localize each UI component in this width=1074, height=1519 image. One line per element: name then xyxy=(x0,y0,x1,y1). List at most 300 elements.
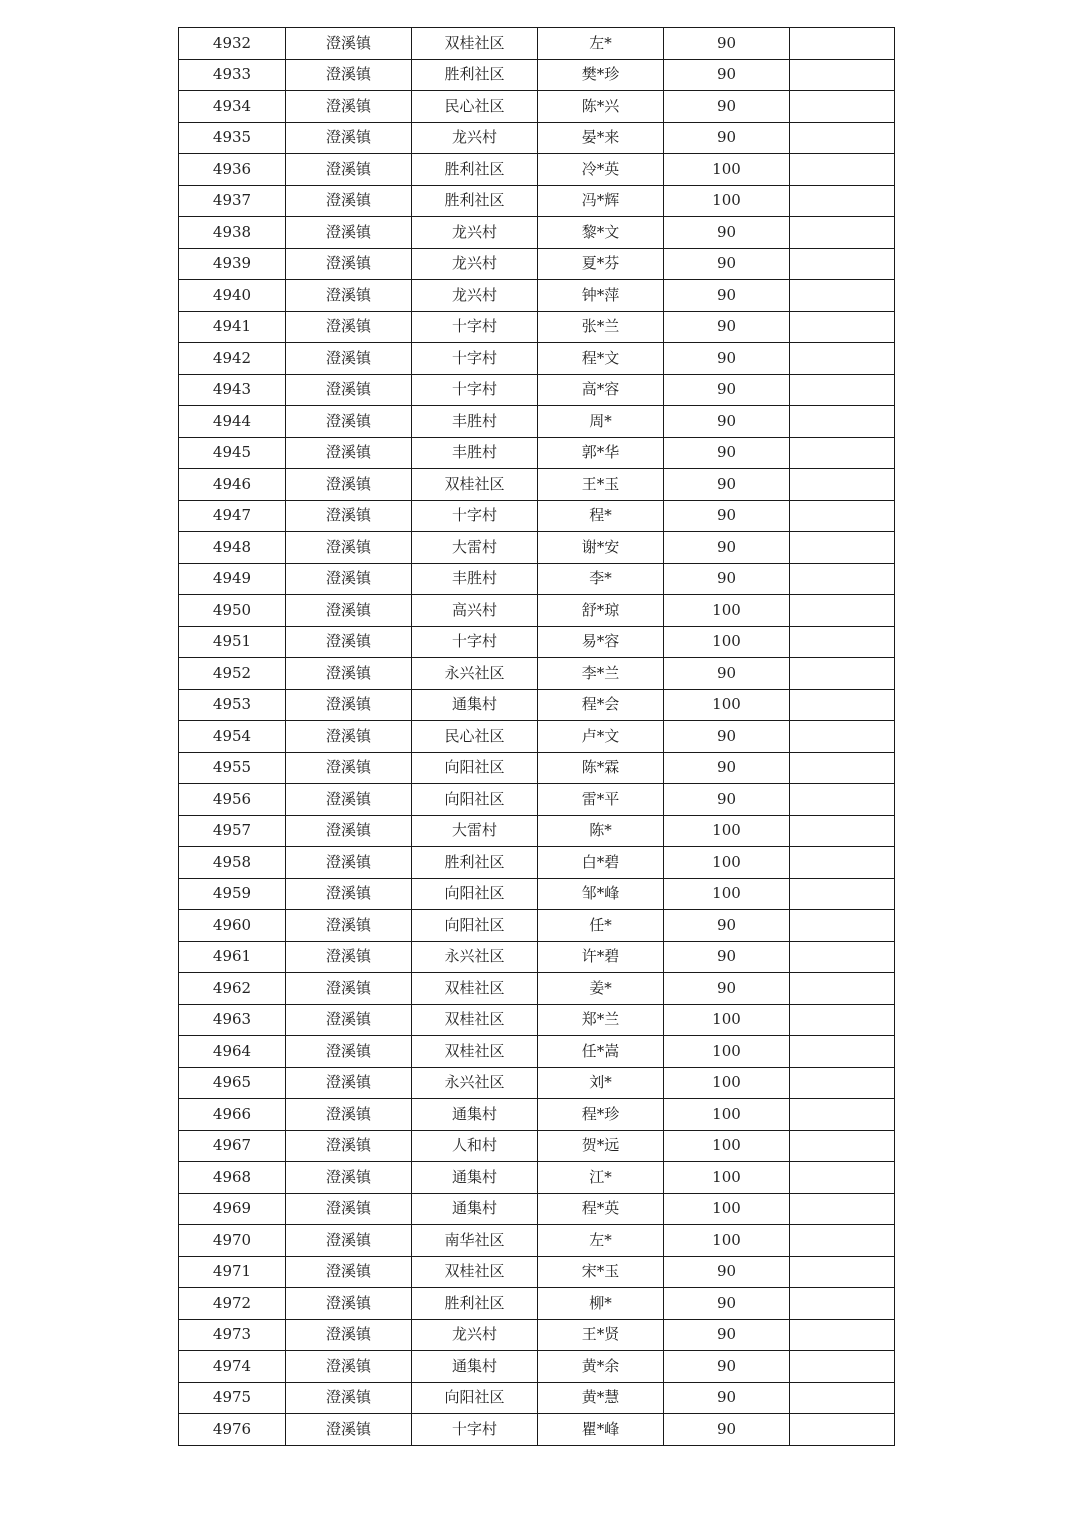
amount-cell: 90 xyxy=(664,28,790,60)
amount-cell: 100 xyxy=(664,1225,790,1257)
remark-cell xyxy=(790,1414,895,1446)
name-cell: 黎*文 xyxy=(538,217,664,249)
name-cell: 左* xyxy=(538,28,664,60)
village-cell: 永兴社区 xyxy=(412,941,538,973)
remark-cell xyxy=(790,1004,895,1036)
village-cell: 永兴社区 xyxy=(412,658,538,690)
name-cell: 雷*平 xyxy=(538,784,664,816)
serial-number-cell: 4946 xyxy=(179,469,286,501)
name-cell: 程*会 xyxy=(538,689,664,721)
village-cell: 大雷村 xyxy=(412,815,538,847)
serial-number-cell: 4959 xyxy=(179,878,286,910)
amount-cell: 90 xyxy=(664,1351,790,1383)
serial-number-cell: 4971 xyxy=(179,1256,286,1288)
village-cell: 向阳社区 xyxy=(412,752,538,784)
remark-cell xyxy=(790,1162,895,1194)
table-row xyxy=(179,973,895,1005)
remark-cell xyxy=(790,1288,895,1320)
serial-number-cell: 4941 xyxy=(179,311,286,343)
serial-number-cell: 4972 xyxy=(179,1288,286,1320)
table-row xyxy=(179,1256,895,1288)
remark-cell xyxy=(790,280,895,312)
remark-cell xyxy=(790,784,895,816)
amount-cell: 90 xyxy=(664,784,790,816)
remark-cell xyxy=(790,532,895,564)
remark-cell xyxy=(790,500,895,532)
amount-cell: 90 xyxy=(664,752,790,784)
name-cell: 贺*远 xyxy=(538,1130,664,1162)
serial-number-cell: 4944 xyxy=(179,406,286,438)
table-row xyxy=(179,689,895,721)
name-cell: 左* xyxy=(538,1225,664,1257)
village-cell: 向阳社区 xyxy=(412,1382,538,1414)
town-cell: 澄溪镇 xyxy=(286,91,412,123)
village-cell: 通集村 xyxy=(412,689,538,721)
village-cell: 十字村 xyxy=(412,374,538,406)
town-cell: 澄溪镇 xyxy=(286,217,412,249)
amount-cell: 90 xyxy=(664,1414,790,1446)
village-cell: 胜利社区 xyxy=(412,847,538,879)
remark-cell xyxy=(790,1256,895,1288)
amount-cell: 100 xyxy=(664,154,790,186)
table-row xyxy=(179,1414,895,1446)
table-row xyxy=(179,941,895,973)
serial-number-cell: 4942 xyxy=(179,343,286,375)
serial-number-cell: 4961 xyxy=(179,941,286,973)
name-cell: 樊*珍 xyxy=(538,59,664,91)
remark-cell xyxy=(790,437,895,469)
village-cell: 双桂社区 xyxy=(412,469,538,501)
remark-cell xyxy=(790,91,895,123)
remark-cell xyxy=(790,1193,895,1225)
village-cell: 丰胜村 xyxy=(412,437,538,469)
village-cell: 民心社区 xyxy=(412,721,538,753)
amount-cell: 100 xyxy=(664,1130,790,1162)
table-row xyxy=(179,563,895,595)
name-cell: 陈* xyxy=(538,815,664,847)
serial-number-cell: 4956 xyxy=(179,784,286,816)
town-cell: 澄溪镇 xyxy=(286,437,412,469)
table-row xyxy=(179,28,895,60)
village-cell: 十字村 xyxy=(412,500,538,532)
amount-cell: 100 xyxy=(664,815,790,847)
serial-number-cell: 4975 xyxy=(179,1382,286,1414)
remark-cell xyxy=(790,1319,895,1351)
serial-number-cell: 4952 xyxy=(179,658,286,690)
village-cell: 通集村 xyxy=(412,1351,538,1383)
name-cell: 程*珍 xyxy=(538,1099,664,1131)
name-cell: 冷*英 xyxy=(538,154,664,186)
village-cell: 胜利社区 xyxy=(412,154,538,186)
village-cell: 双桂社区 xyxy=(412,1256,538,1288)
name-cell: 柳* xyxy=(538,1288,664,1320)
amount-cell: 90 xyxy=(664,658,790,690)
remark-cell xyxy=(790,1099,895,1131)
name-cell: 高*容 xyxy=(538,374,664,406)
village-cell: 高兴村 xyxy=(412,595,538,627)
amount-cell: 90 xyxy=(664,721,790,753)
village-cell: 双桂社区 xyxy=(412,1036,538,1068)
town-cell: 澄溪镇 xyxy=(286,500,412,532)
town-cell: 澄溪镇 xyxy=(286,815,412,847)
village-cell: 向阳社区 xyxy=(412,784,538,816)
amount-cell: 100 xyxy=(664,689,790,721)
name-cell: 程*文 xyxy=(538,343,664,375)
amount-cell: 90 xyxy=(664,469,790,501)
remark-cell xyxy=(790,374,895,406)
table-row xyxy=(179,1193,895,1225)
town-cell: 澄溪镇 xyxy=(286,343,412,375)
town-cell: 澄溪镇 xyxy=(286,1288,412,1320)
serial-number-cell: 4951 xyxy=(179,626,286,658)
remark-cell xyxy=(790,595,895,627)
town-cell: 澄溪镇 xyxy=(286,721,412,753)
amount-cell: 100 xyxy=(664,1099,790,1131)
serial-number-cell: 4945 xyxy=(179,437,286,469)
table-row xyxy=(179,1099,895,1131)
table-row xyxy=(179,1225,895,1257)
name-cell: 程*英 xyxy=(538,1193,664,1225)
amount-cell: 90 xyxy=(664,122,790,154)
town-cell: 澄溪镇 xyxy=(286,185,412,217)
remark-cell xyxy=(790,626,895,658)
village-cell: 民心社区 xyxy=(412,91,538,123)
table-row xyxy=(179,217,895,249)
remark-cell xyxy=(790,1382,895,1414)
table-row xyxy=(179,122,895,154)
table-row xyxy=(179,721,895,753)
town-cell: 澄溪镇 xyxy=(286,1256,412,1288)
amount-cell: 90 xyxy=(664,343,790,375)
table-body xyxy=(179,28,895,1446)
table-row xyxy=(179,910,895,942)
amount-cell: 90 xyxy=(664,1256,790,1288)
remark-cell xyxy=(790,721,895,753)
village-cell: 人和村 xyxy=(412,1130,538,1162)
serial-number-cell: 4935 xyxy=(179,122,286,154)
table-row xyxy=(179,469,895,501)
serial-number-cell: 4973 xyxy=(179,1319,286,1351)
village-cell: 十字村 xyxy=(412,1414,538,1446)
table-row xyxy=(179,500,895,532)
table-row xyxy=(179,437,895,469)
village-cell: 永兴社区 xyxy=(412,1067,538,1099)
table-row xyxy=(179,1036,895,1068)
name-cell: 易*容 xyxy=(538,626,664,658)
table-row xyxy=(179,248,895,280)
remark-cell xyxy=(790,689,895,721)
data-table xyxy=(178,27,895,1446)
name-cell: 周* xyxy=(538,406,664,438)
serial-number-cell: 4955 xyxy=(179,752,286,784)
name-cell: 邹*峰 xyxy=(538,878,664,910)
village-cell: 龙兴村 xyxy=(412,1319,538,1351)
amount-cell: 90 xyxy=(664,500,790,532)
village-cell: 龙兴村 xyxy=(412,122,538,154)
table-row xyxy=(179,374,895,406)
amount-cell: 90 xyxy=(664,973,790,1005)
name-cell: 郑*兰 xyxy=(538,1004,664,1036)
table-row xyxy=(179,1067,895,1099)
amount-cell: 100 xyxy=(664,595,790,627)
town-cell: 澄溪镇 xyxy=(286,1351,412,1383)
remark-cell xyxy=(790,563,895,595)
town-cell: 澄溪镇 xyxy=(286,469,412,501)
name-cell: 李* xyxy=(538,563,664,595)
amount-cell: 100 xyxy=(664,1193,790,1225)
town-cell: 澄溪镇 xyxy=(286,154,412,186)
name-cell: 陈*兴 xyxy=(538,91,664,123)
serial-number-cell: 4974 xyxy=(179,1351,286,1383)
amount-cell: 90 xyxy=(664,910,790,942)
name-cell: 黄*余 xyxy=(538,1351,664,1383)
serial-number-cell: 4958 xyxy=(179,847,286,879)
town-cell: 澄溪镇 xyxy=(286,878,412,910)
amount-cell: 90 xyxy=(664,59,790,91)
remark-cell xyxy=(790,658,895,690)
table-row xyxy=(179,91,895,123)
table-row xyxy=(179,1130,895,1162)
table-row xyxy=(179,626,895,658)
name-cell: 程* xyxy=(538,500,664,532)
remark-cell xyxy=(790,311,895,343)
serial-number-cell: 4957 xyxy=(179,815,286,847)
town-cell: 澄溪镇 xyxy=(286,1036,412,1068)
village-cell: 大雷村 xyxy=(412,532,538,564)
town-cell: 澄溪镇 xyxy=(286,910,412,942)
town-cell: 澄溪镇 xyxy=(286,1319,412,1351)
serial-number-cell: 4954 xyxy=(179,721,286,753)
name-cell: 晏*来 xyxy=(538,122,664,154)
amount-cell: 100 xyxy=(664,626,790,658)
town-cell: 澄溪镇 xyxy=(286,626,412,658)
table-row xyxy=(179,878,895,910)
amount-cell: 100 xyxy=(664,1067,790,1099)
village-cell: 南华社区 xyxy=(412,1225,538,1257)
village-cell: 胜利社区 xyxy=(412,1288,538,1320)
table-row xyxy=(179,752,895,784)
table-row xyxy=(179,847,895,879)
amount-cell: 90 xyxy=(664,1288,790,1320)
town-cell: 澄溪镇 xyxy=(286,847,412,879)
table-row xyxy=(179,532,895,564)
serial-number-cell: 4962 xyxy=(179,973,286,1005)
name-cell: 宋*玉 xyxy=(538,1256,664,1288)
name-cell: 郭*华 xyxy=(538,437,664,469)
serial-number-cell: 4947 xyxy=(179,500,286,532)
town-cell: 澄溪镇 xyxy=(286,658,412,690)
serial-number-cell: 4933 xyxy=(179,59,286,91)
village-cell: 通集村 xyxy=(412,1162,538,1194)
remark-cell xyxy=(790,59,895,91)
serial-number-cell: 4967 xyxy=(179,1130,286,1162)
village-cell: 龙兴村 xyxy=(412,280,538,312)
town-cell: 澄溪镇 xyxy=(286,689,412,721)
town-cell: 澄溪镇 xyxy=(286,1162,412,1194)
name-cell: 姜* xyxy=(538,973,664,1005)
serial-number-cell: 4940 xyxy=(179,280,286,312)
town-cell: 澄溪镇 xyxy=(286,374,412,406)
name-cell: 江* xyxy=(538,1162,664,1194)
remark-cell xyxy=(790,878,895,910)
village-cell: 胜利社区 xyxy=(412,59,538,91)
name-cell: 黄*慧 xyxy=(538,1382,664,1414)
town-cell: 澄溪镇 xyxy=(286,1130,412,1162)
name-cell: 刘* xyxy=(538,1067,664,1099)
name-cell: 谢*安 xyxy=(538,532,664,564)
amount-cell: 90 xyxy=(664,532,790,564)
town-cell: 澄溪镇 xyxy=(286,406,412,438)
village-cell: 丰胜村 xyxy=(412,406,538,438)
village-cell: 十字村 xyxy=(412,311,538,343)
remark-cell xyxy=(790,973,895,1005)
town-cell: 澄溪镇 xyxy=(286,1414,412,1446)
remark-cell xyxy=(790,217,895,249)
table-row xyxy=(179,280,895,312)
amount-cell: 90 xyxy=(664,437,790,469)
remark-cell xyxy=(790,248,895,280)
amount-cell: 100 xyxy=(664,185,790,217)
name-cell: 卢*文 xyxy=(538,721,664,753)
amount-cell: 100 xyxy=(664,878,790,910)
amount-cell: 90 xyxy=(664,248,790,280)
amount-cell: 90 xyxy=(664,406,790,438)
serial-number-cell: 4950 xyxy=(179,595,286,627)
village-cell: 双桂社区 xyxy=(412,1004,538,1036)
remark-cell xyxy=(790,28,895,60)
town-cell: 澄溪镇 xyxy=(286,1004,412,1036)
table-row xyxy=(179,784,895,816)
village-cell: 十字村 xyxy=(412,343,538,375)
serial-number-cell: 4938 xyxy=(179,217,286,249)
village-cell: 胜利社区 xyxy=(412,185,538,217)
name-cell: 任*嵩 xyxy=(538,1036,664,1068)
table-row xyxy=(179,658,895,690)
remark-cell xyxy=(790,1351,895,1383)
remark-cell xyxy=(790,1067,895,1099)
amount-cell: 90 xyxy=(664,311,790,343)
table-row xyxy=(179,1382,895,1414)
serial-number-cell: 4937 xyxy=(179,185,286,217)
name-cell: 王*贤 xyxy=(538,1319,664,1351)
village-cell: 龙兴村 xyxy=(412,217,538,249)
serial-number-cell: 4963 xyxy=(179,1004,286,1036)
town-cell: 澄溪镇 xyxy=(286,1193,412,1225)
remark-cell xyxy=(790,343,895,375)
town-cell: 澄溪镇 xyxy=(286,1225,412,1257)
remark-cell xyxy=(790,154,895,186)
remark-cell xyxy=(790,406,895,438)
serial-number-cell: 4953 xyxy=(179,689,286,721)
town-cell: 澄溪镇 xyxy=(286,595,412,627)
name-cell: 王*玉 xyxy=(538,469,664,501)
serial-number-cell: 4934 xyxy=(179,91,286,123)
town-cell: 澄溪镇 xyxy=(286,532,412,564)
name-cell: 李*兰 xyxy=(538,658,664,690)
amount-cell: 90 xyxy=(664,374,790,406)
name-cell: 陈*霖 xyxy=(538,752,664,784)
name-cell: 张*兰 xyxy=(538,311,664,343)
amount-cell: 90 xyxy=(664,941,790,973)
town-cell: 澄溪镇 xyxy=(286,122,412,154)
table-row xyxy=(179,815,895,847)
table-row xyxy=(179,1319,895,1351)
remark-cell xyxy=(790,1036,895,1068)
remark-cell xyxy=(790,185,895,217)
table-row xyxy=(179,343,895,375)
town-cell: 澄溪镇 xyxy=(286,1382,412,1414)
remark-cell xyxy=(790,910,895,942)
remark-cell xyxy=(790,941,895,973)
town-cell: 澄溪镇 xyxy=(286,1099,412,1131)
town-cell: 澄溪镇 xyxy=(286,1067,412,1099)
name-cell: 任* xyxy=(538,910,664,942)
serial-number-cell: 4964 xyxy=(179,1036,286,1068)
amount-cell: 90 xyxy=(664,280,790,312)
amount-cell: 90 xyxy=(664,563,790,595)
serial-number-cell: 4968 xyxy=(179,1162,286,1194)
remark-cell xyxy=(790,847,895,879)
town-cell: 澄溪镇 xyxy=(286,311,412,343)
remark-cell xyxy=(790,752,895,784)
village-cell: 向阳社区 xyxy=(412,910,538,942)
village-cell: 双桂社区 xyxy=(412,973,538,1005)
town-cell: 澄溪镇 xyxy=(286,28,412,60)
name-cell: 钟*萍 xyxy=(538,280,664,312)
serial-number-cell: 4943 xyxy=(179,374,286,406)
village-cell: 向阳社区 xyxy=(412,878,538,910)
table-row xyxy=(179,1004,895,1036)
town-cell: 澄溪镇 xyxy=(286,563,412,595)
village-cell: 丰胜村 xyxy=(412,563,538,595)
amount-cell: 90 xyxy=(664,91,790,123)
table-row xyxy=(179,185,895,217)
amount-cell: 90 xyxy=(664,1319,790,1351)
table-row xyxy=(179,595,895,627)
village-cell: 龙兴村 xyxy=(412,248,538,280)
amount-cell: 100 xyxy=(664,1162,790,1194)
serial-number-cell: 4976 xyxy=(179,1414,286,1446)
remark-cell xyxy=(790,122,895,154)
village-cell: 十字村 xyxy=(412,626,538,658)
name-cell: 瞿*峰 xyxy=(538,1414,664,1446)
village-cell: 通集村 xyxy=(412,1099,538,1131)
serial-number-cell: 4965 xyxy=(179,1067,286,1099)
remark-cell xyxy=(790,469,895,501)
name-cell: 白*碧 xyxy=(538,847,664,879)
village-cell: 双桂社区 xyxy=(412,28,538,60)
amount-cell: 90 xyxy=(664,217,790,249)
amount-cell: 100 xyxy=(664,1004,790,1036)
amount-cell: 90 xyxy=(664,1382,790,1414)
name-cell: 舒*琼 xyxy=(538,595,664,627)
town-cell: 澄溪镇 xyxy=(286,59,412,91)
town-cell: 澄溪镇 xyxy=(286,784,412,816)
name-cell: 夏*芬 xyxy=(538,248,664,280)
table-row xyxy=(179,406,895,438)
name-cell: 冯*辉 xyxy=(538,185,664,217)
serial-number-cell: 4936 xyxy=(179,154,286,186)
town-cell: 澄溪镇 xyxy=(286,973,412,1005)
serial-number-cell: 4969 xyxy=(179,1193,286,1225)
remark-cell xyxy=(790,815,895,847)
town-cell: 澄溪镇 xyxy=(286,280,412,312)
table-row xyxy=(179,1351,895,1383)
serial-number-cell: 4960 xyxy=(179,910,286,942)
town-cell: 澄溪镇 xyxy=(286,752,412,784)
table-row xyxy=(179,1288,895,1320)
remark-cell xyxy=(790,1225,895,1257)
